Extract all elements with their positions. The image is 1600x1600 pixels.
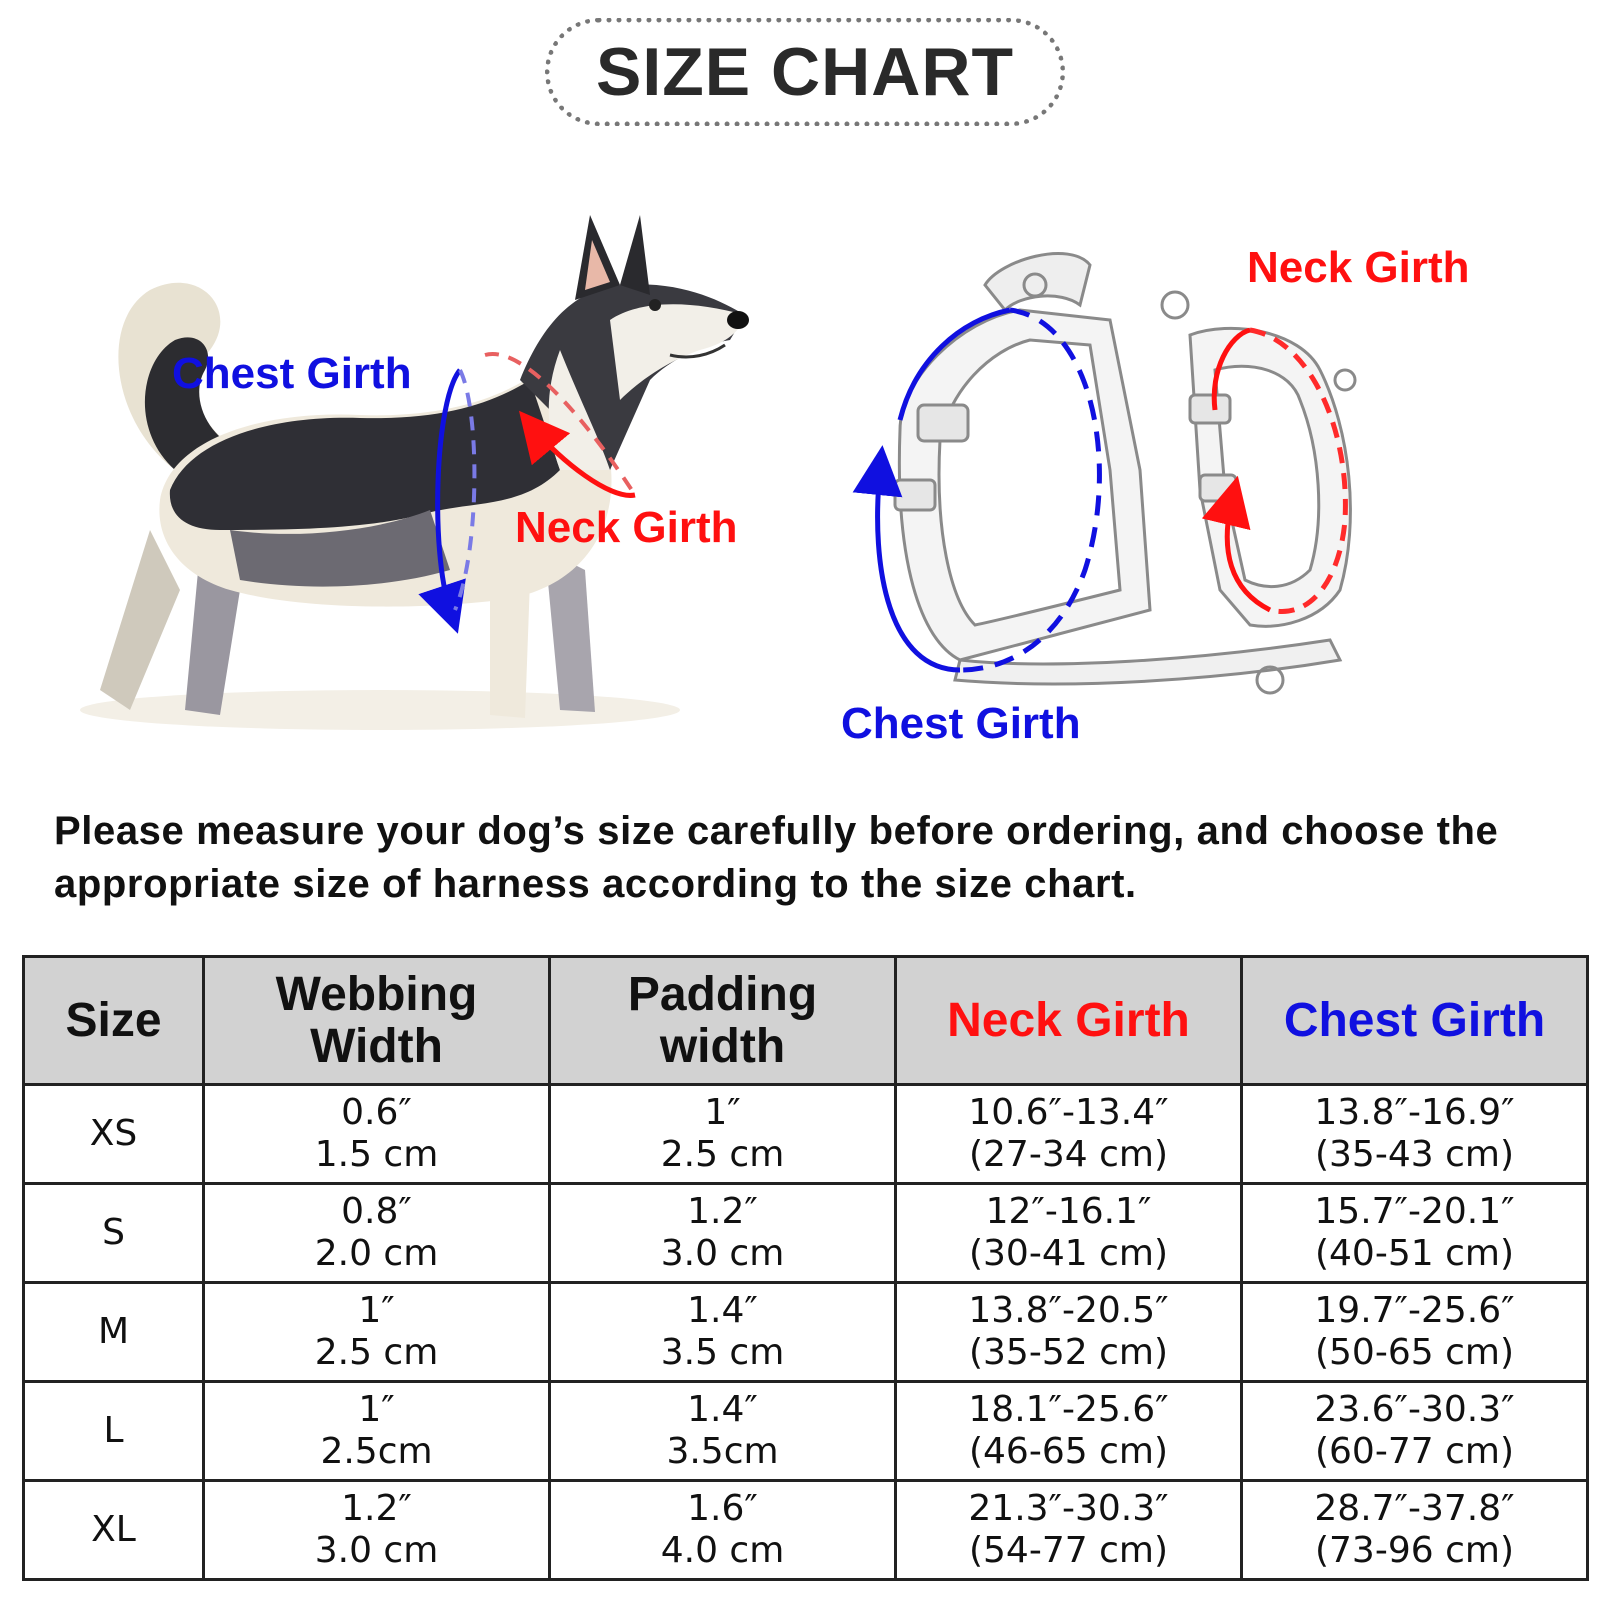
table-header-row [24,957,1588,1085]
webbing-cell: 1.2″ 3.0 cm [204,1481,550,1580]
neck-cell: 12″-16.1″ (30-41 cm) [896,1184,1242,1283]
title-banner [545,18,1065,126]
size-table [22,955,1589,1581]
padding-cell: 1.4″ 3.5 cm [550,1283,896,1382]
padding-cell: 1.4″ 3.5cm [550,1382,896,1481]
chest-cell: 15.7″-20.1″ (40-51 cm) [1242,1184,1588,1283]
chest-cell: 23.6″-30.3″ (60-77 cm) [1242,1382,1588,1481]
size-cell: XL [24,1481,204,1580]
harness-image [895,254,1355,693]
table-row [24,1184,1588,1283]
harness-neck-label: Neck Girth [1247,243,1470,292]
header-neck-girth: Neck Girth [896,957,1242,1085]
padding-cell: 1.2″ 3.0 cm [550,1184,896,1283]
table-row [24,1481,1588,1580]
size-cell: XS [24,1085,204,1184]
measurement-illustration [0,170,1600,810]
padding-cell: 1.6″ 4.0 cm [550,1481,896,1580]
chest-cell: 19.7″-25.6″ (50-65 cm) [1242,1283,1588,1382]
table-row [24,1382,1588,1481]
webbing-cell: 1″ 2.5cm [204,1382,550,1481]
neck-cell: 13.8″-20.5″ (35-52 cm) [896,1283,1242,1382]
chest-cell: 28.7″-37.8″ (73-96 cm) [1242,1481,1588,1580]
header-webbing-width: Webbing Width [204,957,550,1085]
size-cell: M [24,1283,204,1382]
webbing-cell: 0.8″ 2.0 cm [204,1184,550,1283]
webbing-cell: 1″ 2.5 cm [204,1283,550,1382]
neck-cell: 21.3″-30.3″ (54-77 cm) [896,1481,1242,1580]
table-row [24,1085,1588,1184]
padding-cell: 1″ 2.5 cm [550,1085,896,1184]
illustration-svg [0,170,1600,810]
page-title: SIZE CHART [596,34,1014,110]
size-cell: L [24,1382,204,1481]
dog-chest-label: Chest Girth [172,349,412,398]
webbing-cell: 0.6″ 1.5 cm [204,1085,550,1184]
neck-cell: 10.6″-13.4″ (27-34 cm) [896,1085,1242,1184]
measuring-instructions: Please measure your dog’s size carefully before ordering, and choose the appropriate size of harness according to the size chart. [54,809,1499,906]
header-padding-width: Padding width [550,957,896,1085]
header-chest-girth: Chest Girth [1242,957,1588,1085]
dog-neck-label: Neck Girth [515,503,738,552]
neck-cell: 18.1″-25.6″ (46-65 cm) [896,1382,1242,1481]
header-size: Size [24,957,204,1085]
dog-image [80,215,749,730]
size-cell: S [24,1184,204,1283]
chest-cell: 13.8″-16.9″ (35-43 cm) [1242,1085,1588,1184]
table-row [24,1283,1588,1382]
harness-chest-label: Chest Girth [841,699,1081,748]
